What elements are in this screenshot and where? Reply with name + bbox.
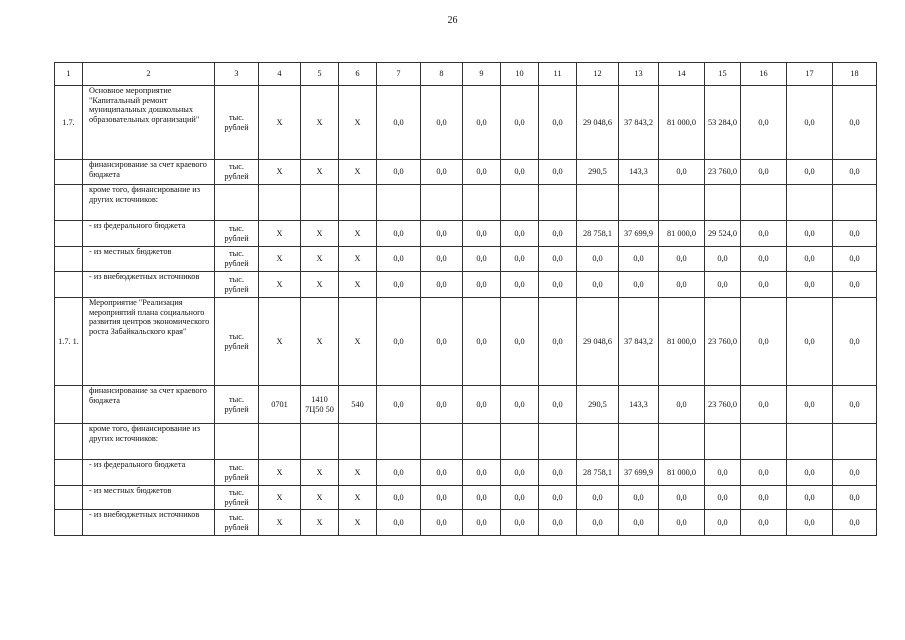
value-cell: 53 284,0 bbox=[705, 86, 741, 160]
row-index-cell bbox=[55, 424, 83, 460]
value-cell: 0,0 bbox=[659, 510, 705, 536]
table-row bbox=[55, 272, 877, 298]
value-cell: X bbox=[301, 160, 339, 185]
value-cell: 0,0 bbox=[501, 86, 539, 160]
value-cell bbox=[705, 185, 741, 221]
value-cell: X bbox=[259, 160, 301, 185]
row-description-cell: финансирование за счет краевого бюджета bbox=[83, 386, 215, 424]
value-cell: 0,0 bbox=[539, 86, 577, 160]
column-header: 9 bbox=[463, 63, 501, 86]
value-cell: 23 760,0 bbox=[705, 386, 741, 424]
value-cell bbox=[501, 185, 539, 221]
table-row bbox=[55, 510, 877, 536]
value-cell: 143,3 bbox=[619, 160, 659, 185]
value-cell bbox=[339, 185, 377, 221]
row-description-cell: кроме того, финансирование из других источников: bbox=[83, 185, 215, 221]
value-cell: 0,0 bbox=[833, 160, 877, 185]
table-row bbox=[55, 185, 877, 221]
value-cell: 0,0 bbox=[741, 247, 787, 272]
value-cell: 0,0 bbox=[833, 272, 877, 298]
value-cell bbox=[421, 424, 463, 460]
value-cell: 0,0 bbox=[463, 247, 501, 272]
value-cell bbox=[577, 424, 619, 460]
value-cell: X bbox=[301, 86, 339, 160]
value-cell: 0,0 bbox=[619, 247, 659, 272]
row-index-cell: 1.7. 1. bbox=[55, 298, 83, 386]
value-cell: 0,0 bbox=[463, 510, 501, 536]
value-cell: X bbox=[301, 298, 339, 386]
value-cell: 0,0 bbox=[501, 486, 539, 510]
table-row bbox=[55, 86, 877, 160]
value-cell: X bbox=[259, 247, 301, 272]
column-header: 7 bbox=[377, 63, 421, 86]
value-cell: 29 524,0 bbox=[705, 221, 741, 247]
value-cell: 0,0 bbox=[787, 160, 833, 185]
value-cell bbox=[577, 185, 619, 221]
value-cell: 0,0 bbox=[501, 510, 539, 536]
value-cell: 0,0 bbox=[421, 486, 463, 510]
value-cell: 0,0 bbox=[833, 486, 877, 510]
value-cell bbox=[705, 424, 741, 460]
unit-cell: тыс. рублей bbox=[215, 460, 259, 486]
value-cell bbox=[501, 424, 539, 460]
value-cell: 0,0 bbox=[463, 460, 501, 486]
value-cell: 0,0 bbox=[421, 221, 463, 247]
value-cell: 0,0 bbox=[421, 460, 463, 486]
value-cell: 0,0 bbox=[833, 298, 877, 386]
value-cell: 0,0 bbox=[741, 386, 787, 424]
unit-cell: тыс. рублей bbox=[215, 386, 259, 424]
column-header: 10 bbox=[501, 63, 539, 86]
value-cell: 0,0 bbox=[501, 272, 539, 298]
value-cell: X bbox=[259, 272, 301, 298]
value-cell bbox=[741, 185, 787, 221]
unit-cell: тыс. рублей bbox=[215, 247, 259, 272]
value-cell: 0,0 bbox=[787, 272, 833, 298]
value-cell: 0,0 bbox=[787, 221, 833, 247]
column-header: 3 bbox=[215, 63, 259, 86]
column-header: 2 bbox=[83, 63, 215, 86]
row-description-cell: - из федерального бюджета bbox=[83, 221, 215, 247]
value-cell: 0,0 bbox=[741, 86, 787, 160]
value-cell: 290,5 bbox=[577, 160, 619, 185]
value-cell: 0,0 bbox=[741, 160, 787, 185]
value-cell: 0,0 bbox=[619, 510, 659, 536]
budget-table bbox=[54, 62, 877, 536]
value-cell: 0,0 bbox=[377, 298, 421, 386]
value-cell: 0,0 bbox=[377, 460, 421, 486]
value-cell: 540 bbox=[339, 386, 377, 424]
value-cell: 0,0 bbox=[463, 272, 501, 298]
value-cell: 0,0 bbox=[377, 386, 421, 424]
value-cell bbox=[463, 185, 501, 221]
row-index-cell bbox=[55, 160, 83, 185]
value-cell bbox=[787, 185, 833, 221]
row-description-cell: Основное мероприятие "Капитальный ремонт муниципальных дошкольных образовательных организаций" bbox=[83, 86, 215, 160]
value-cell: 0,0 bbox=[501, 386, 539, 424]
row-description-cell: - из федерального бюджета bbox=[83, 460, 215, 486]
value-cell: X bbox=[339, 298, 377, 386]
row-index-cell bbox=[55, 460, 83, 486]
row-index-cell: 1.7. bbox=[55, 86, 83, 160]
value-cell: 0,0 bbox=[539, 160, 577, 185]
value-cell: 81 000,0 bbox=[659, 460, 705, 486]
page-number: 26 bbox=[447, 15, 458, 26]
value-cell: 143,3 bbox=[619, 386, 659, 424]
table-row bbox=[55, 160, 877, 185]
value-cell: 0,0 bbox=[577, 510, 619, 536]
value-cell: 0,0 bbox=[377, 86, 421, 160]
value-cell: 0,0 bbox=[377, 486, 421, 510]
value-cell: 37 699,9 bbox=[619, 221, 659, 247]
value-cell bbox=[301, 185, 339, 221]
value-cell bbox=[659, 424, 705, 460]
value-cell: 0,0 bbox=[377, 510, 421, 536]
row-index-cell bbox=[55, 221, 83, 247]
value-cell: 0,0 bbox=[539, 221, 577, 247]
table-row bbox=[55, 424, 877, 460]
value-cell bbox=[339, 424, 377, 460]
row-description-cell: - из местных бюджетов bbox=[83, 247, 215, 272]
value-cell: 0,0 bbox=[577, 247, 619, 272]
value-cell: 0,0 bbox=[539, 510, 577, 536]
row-description-cell: - из местных бюджетов bbox=[83, 486, 215, 510]
value-cell: X bbox=[339, 486, 377, 510]
value-cell: X bbox=[339, 460, 377, 486]
table-row bbox=[55, 386, 877, 424]
value-cell: 0,0 bbox=[741, 486, 787, 510]
value-cell: 0,0 bbox=[377, 247, 421, 272]
value-cell: X bbox=[339, 272, 377, 298]
column-header: 16 bbox=[741, 63, 787, 86]
value-cell: 0,0 bbox=[659, 272, 705, 298]
value-cell: 0,0 bbox=[421, 272, 463, 298]
value-cell: X bbox=[301, 221, 339, 247]
value-cell: 0,0 bbox=[741, 460, 787, 486]
value-cell: 0,0 bbox=[421, 510, 463, 536]
value-cell: 28 758,1 bbox=[577, 221, 619, 247]
value-cell bbox=[787, 424, 833, 460]
value-cell bbox=[539, 424, 577, 460]
value-cell: 0,0 bbox=[787, 86, 833, 160]
value-cell: 0,0 bbox=[787, 298, 833, 386]
value-cell: 0,0 bbox=[787, 247, 833, 272]
row-index-cell bbox=[55, 272, 83, 298]
value-cell: 0,0 bbox=[833, 247, 877, 272]
value-cell: 0,0 bbox=[501, 221, 539, 247]
value-cell: X bbox=[259, 221, 301, 247]
header-row bbox=[55, 63, 877, 86]
column-header: 13 bbox=[619, 63, 659, 86]
value-cell: X bbox=[259, 460, 301, 486]
unit-cell bbox=[215, 185, 259, 221]
value-cell: 0,0 bbox=[787, 510, 833, 536]
value-cell: 0,0 bbox=[741, 272, 787, 298]
value-cell bbox=[377, 424, 421, 460]
unit-cell bbox=[215, 424, 259, 460]
value-cell: X bbox=[339, 221, 377, 247]
value-cell: 0,0 bbox=[421, 298, 463, 386]
column-header: 1 bbox=[55, 63, 83, 86]
row-description-cell: - из внебюджетных источников bbox=[83, 510, 215, 536]
value-cell: 0,0 bbox=[787, 386, 833, 424]
unit-cell: тыс. рублей bbox=[215, 486, 259, 510]
value-cell: 0,0 bbox=[741, 221, 787, 247]
column-header: 8 bbox=[421, 63, 463, 86]
value-cell: 0,0 bbox=[705, 460, 741, 486]
row-index-cell bbox=[55, 486, 83, 510]
value-cell: 29 048,6 bbox=[577, 298, 619, 386]
row-description-cell: Мероприятие "Реализация мероприятий плана социального развития центров экономического роста Забайкальского края" bbox=[83, 298, 215, 386]
value-cell: 0,0 bbox=[421, 247, 463, 272]
value-cell: X bbox=[301, 486, 339, 510]
value-cell: 0,0 bbox=[619, 272, 659, 298]
value-cell: 0,0 bbox=[577, 486, 619, 510]
value-cell: 0,0 bbox=[463, 486, 501, 510]
value-cell: 0,0 bbox=[463, 298, 501, 386]
value-cell bbox=[833, 185, 877, 221]
value-cell: 0,0 bbox=[539, 298, 577, 386]
table-row bbox=[55, 298, 877, 386]
column-header: 5 bbox=[301, 63, 339, 86]
value-cell: 0,0 bbox=[501, 160, 539, 185]
column-header: 18 bbox=[833, 63, 877, 86]
value-cell: 0,0 bbox=[421, 386, 463, 424]
value-cell: 29 048,6 bbox=[577, 86, 619, 160]
value-cell: X bbox=[259, 86, 301, 160]
value-cell: X bbox=[259, 510, 301, 536]
row-index-cell bbox=[55, 247, 83, 272]
value-cell: 0,0 bbox=[659, 486, 705, 510]
value-cell: 0,0 bbox=[833, 460, 877, 486]
value-cell bbox=[377, 185, 421, 221]
value-cell: X bbox=[259, 486, 301, 510]
value-cell: 0,0 bbox=[659, 160, 705, 185]
value-cell: 0,0 bbox=[463, 160, 501, 185]
value-cell: 0,0 bbox=[501, 460, 539, 486]
value-cell bbox=[659, 185, 705, 221]
value-cell: X bbox=[339, 510, 377, 536]
value-cell: 0,0 bbox=[501, 247, 539, 272]
value-cell: X bbox=[301, 247, 339, 272]
value-cell: 0,0 bbox=[463, 386, 501, 424]
value-cell: 0,0 bbox=[705, 272, 741, 298]
value-cell bbox=[259, 185, 301, 221]
value-cell: 0,0 bbox=[377, 221, 421, 247]
row-index-cell bbox=[55, 386, 83, 424]
row-description-cell: кроме того, финансирование из других источников: bbox=[83, 424, 215, 460]
value-cell: 0,0 bbox=[705, 247, 741, 272]
value-cell bbox=[259, 424, 301, 460]
value-cell: 28 758,1 bbox=[577, 460, 619, 486]
column-header: 12 bbox=[577, 63, 619, 86]
value-cell: 81 000,0 bbox=[659, 298, 705, 386]
value-cell: X bbox=[339, 247, 377, 272]
table-row bbox=[55, 221, 877, 247]
row-description-cell: - из внебюджетных источников bbox=[83, 272, 215, 298]
value-cell: 0,0 bbox=[421, 160, 463, 185]
column-header: 6 bbox=[339, 63, 377, 86]
value-cell bbox=[539, 185, 577, 221]
value-cell: 0,0 bbox=[787, 460, 833, 486]
value-cell: 0,0 bbox=[705, 510, 741, 536]
value-cell: 0,0 bbox=[619, 486, 659, 510]
value-cell: 23 760,0 bbox=[705, 298, 741, 386]
value-cell bbox=[833, 424, 877, 460]
value-cell: 0,0 bbox=[659, 386, 705, 424]
unit-cell: тыс. рублей bbox=[215, 160, 259, 185]
value-cell: X bbox=[339, 86, 377, 160]
value-cell: 0,0 bbox=[787, 486, 833, 510]
value-cell: X bbox=[301, 460, 339, 486]
table-row bbox=[55, 247, 877, 272]
unit-cell: тыс. рублей bbox=[215, 221, 259, 247]
unit-cell: тыс. рублей bbox=[215, 86, 259, 160]
value-cell: 0,0 bbox=[377, 272, 421, 298]
value-cell: X bbox=[259, 298, 301, 386]
value-cell bbox=[741, 424, 787, 460]
value-cell: 0,0 bbox=[539, 247, 577, 272]
table-row bbox=[55, 460, 877, 486]
column-header: 14 bbox=[659, 63, 705, 86]
unit-cell: тыс. рублей bbox=[215, 272, 259, 298]
value-cell: 0,0 bbox=[539, 272, 577, 298]
value-cell: 81 000,0 bbox=[659, 221, 705, 247]
value-cell: 37 843,2 bbox=[619, 298, 659, 386]
column-header: 4 bbox=[259, 63, 301, 86]
value-cell: 0,0 bbox=[539, 460, 577, 486]
value-cell: 0,0 bbox=[741, 298, 787, 386]
value-cell: 37 843,2 bbox=[619, 86, 659, 160]
value-cell: 0,0 bbox=[577, 272, 619, 298]
unit-cell: тыс. рублей bbox=[215, 510, 259, 536]
unit-cell: тыс. рублей bbox=[215, 298, 259, 386]
value-cell: 0,0 bbox=[833, 510, 877, 536]
value-cell: 0,0 bbox=[501, 298, 539, 386]
value-cell bbox=[463, 424, 501, 460]
value-cell: 0,0 bbox=[659, 247, 705, 272]
column-header: 11 bbox=[539, 63, 577, 86]
row-description-cell: финансирование за счет краевого бюджета bbox=[83, 160, 215, 185]
value-cell: 0,0 bbox=[539, 386, 577, 424]
value-cell: 0,0 bbox=[741, 510, 787, 536]
value-cell: 0,0 bbox=[833, 86, 877, 160]
value-cell: 0,0 bbox=[463, 221, 501, 247]
value-cell bbox=[421, 185, 463, 221]
value-cell: 37 699,9 bbox=[619, 460, 659, 486]
row-index-cell bbox=[55, 185, 83, 221]
value-cell: 81 000,0 bbox=[659, 86, 705, 160]
table-row bbox=[55, 486, 877, 510]
value-cell: 0,0 bbox=[705, 486, 741, 510]
value-cell bbox=[301, 424, 339, 460]
value-cell: X bbox=[339, 160, 377, 185]
value-cell bbox=[619, 424, 659, 460]
value-cell: 0,0 bbox=[421, 86, 463, 160]
value-cell: 0,0 bbox=[377, 160, 421, 185]
row-index-cell bbox=[55, 510, 83, 536]
value-cell: 0,0 bbox=[833, 221, 877, 247]
value-cell: 1410 7Ц50 50 bbox=[301, 386, 339, 424]
value-cell: 290,5 bbox=[577, 386, 619, 424]
value-cell: 0701 bbox=[259, 386, 301, 424]
value-cell bbox=[619, 185, 659, 221]
column-header: 15 bbox=[705, 63, 741, 86]
value-cell: 0,0 bbox=[539, 486, 577, 510]
value-cell: 0,0 bbox=[833, 386, 877, 424]
value-cell: X bbox=[301, 510, 339, 536]
value-cell: X bbox=[301, 272, 339, 298]
column-header: 17 bbox=[787, 63, 833, 86]
value-cell: 23 760,0 bbox=[705, 160, 741, 185]
value-cell: 0,0 bbox=[463, 86, 501, 160]
